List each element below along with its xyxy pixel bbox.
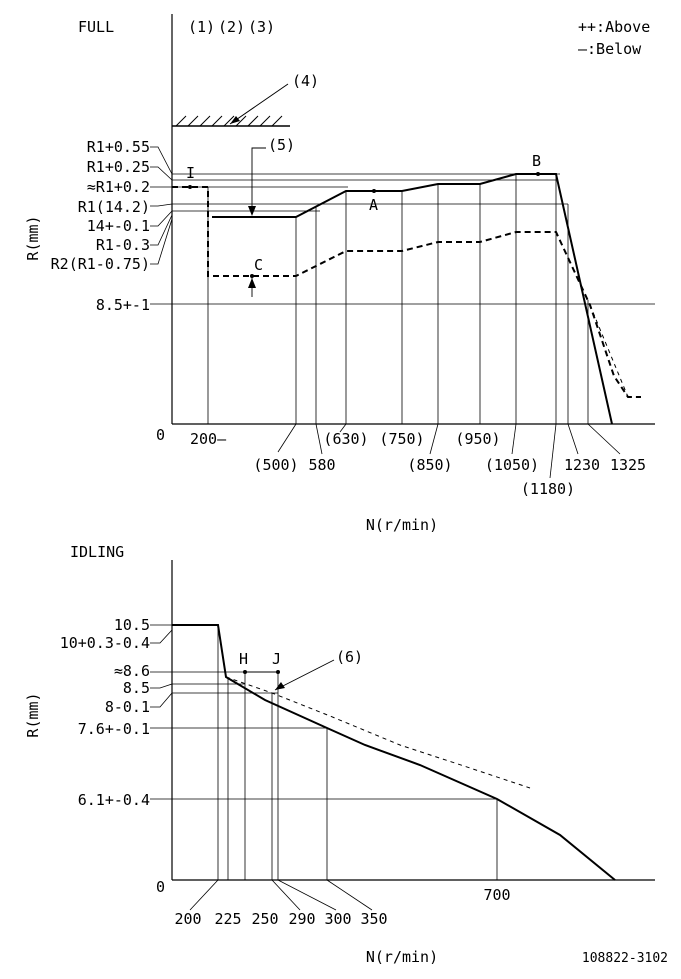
full-xtick-2: 580 [308,456,336,474]
full-y-axis-label: R(mm) [24,215,42,261]
legend-below: —:Below [578,40,642,58]
legend-above: ++:Above [578,18,651,36]
full-ytick-7: 8.5+-1 [95,296,150,314]
full-xtick-10: 1325 [609,456,647,474]
stopper-hatch [172,84,290,126]
full-ytick-5: R1-0.3 [95,236,150,254]
idling-xtick-4: 300 [324,910,352,928]
full-ytick-1: R1+0.25 [86,158,150,176]
full-point-I: I [186,164,196,182]
full-title: FULL [78,18,115,36]
idling-ytick-4: 8-0.1 [104,698,150,716]
stopper-label: (4) [292,72,320,90]
full-xtick-9: 1230 [563,456,601,474]
idling-zero: 0 [156,878,166,896]
idling-y-axis-label: R(mm) [24,692,42,738]
idling-ytick-5: 7.6+-0.1 [77,720,150,738]
idling-point-J: J [272,650,282,668]
gap-label-6: (6) [336,648,364,666]
full-xtick-0: 200— [190,430,227,448]
full-panel [24,14,655,534]
full-point-C: C [254,256,264,274]
full-xtick-4: (750) [379,430,425,448]
full-curve-solid [212,174,612,424]
marker-1: (1) [188,18,216,36]
gap-label-5: (5) [268,136,296,154]
idling-xtick-5: 350 [360,910,388,928]
full-ytick-2: ≈R1+0.2 [86,178,150,196]
full-curve-dashed [172,187,641,397]
idling-xtick-6: 700 [483,886,511,904]
idling-ytick-2: ≈8.6 [113,662,150,680]
marker-3: (3) [248,18,276,36]
idling-ytick-3: 8.5 [122,679,150,697]
full-xtick-6: (950) [455,430,501,448]
full-x-axis-label: N(r/min) [365,516,439,534]
idling-ytick-6: 6.1+-0.4 [77,791,150,809]
idling-xtick-1: 225 [214,910,242,928]
full-xtick-3: (630) [323,430,369,448]
full-point-B: B [532,152,542,170]
full-point-A: A [369,196,379,214]
idling-xtick-2: 250 [251,910,279,928]
idling-x-axis-label: N(r/min) [365,948,439,966]
idling-point-H: H [239,650,249,668]
idling-panel [24,543,655,966]
full-xtick-8: (1180) [520,480,576,498]
full-xtick-7: (1050) [484,456,540,474]
full-ytick-3: R1(14.2) [77,198,150,216]
full-ytick-0: R1+0.55 [86,138,150,156]
full-ytick-6: R2(R1-0.75) [50,255,150,273]
full-xtick-5: (850) [407,456,453,474]
idling-ytick-1: 10+0.3-0.4 [59,634,150,652]
idling-ytick-0: 10.5 [113,616,150,634]
idling-title: IDLING [70,543,125,561]
marker-2: (2) [218,18,246,36]
idling-xtick-3: 290 [288,910,316,928]
doc-number: 108822-3102 [581,951,668,966]
idling-xtick-0: 200 [174,910,202,928]
full-xtick-1: (500) [253,456,299,474]
full-ytick-4: 14+-0.1 [86,217,150,235]
full-zero: 0 [156,426,166,444]
